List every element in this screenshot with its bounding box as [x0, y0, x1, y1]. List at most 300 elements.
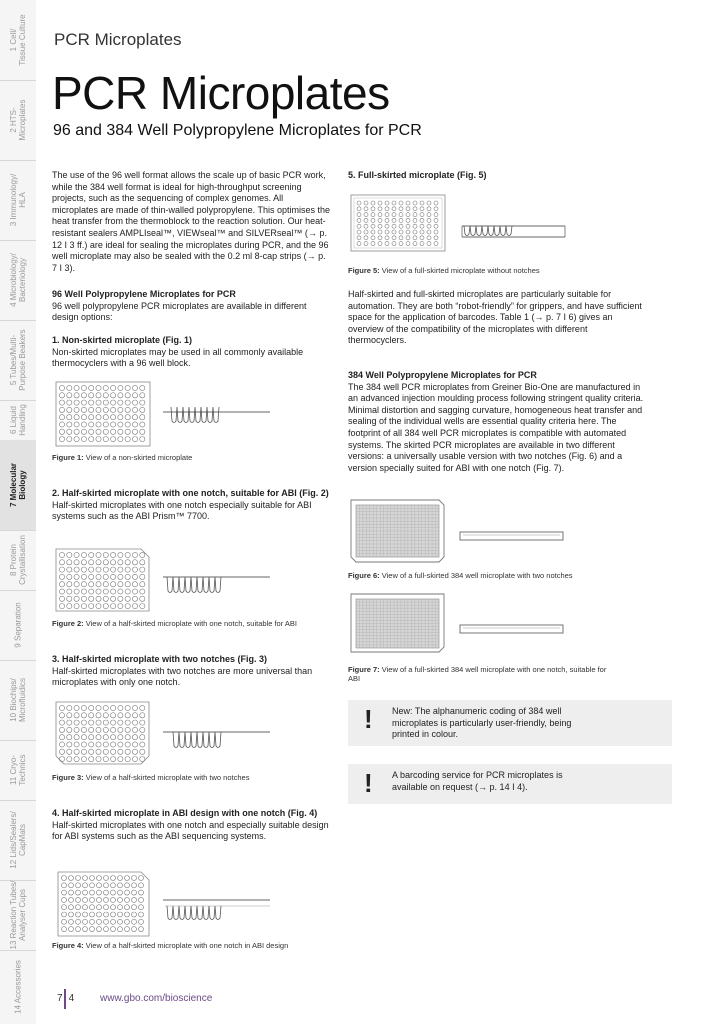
caption-text: View of a half-skirted microplate with one notch in ABI design [85, 941, 289, 950]
well-circle [83, 912, 88, 917]
well-circle [111, 876, 116, 881]
note-text: A barcoding service for PCR microplates is available on request (→ p. 14 I 4). [392, 770, 563, 792]
well-circle [59, 596, 64, 601]
well-circle [81, 400, 86, 405]
well-circle [103, 735, 108, 740]
well-circle [69, 905, 74, 910]
side-tab-label: 5 Tubes/Multi- Purpose Beakers [9, 329, 27, 391]
well-circle [392, 218, 396, 222]
well-circle [125, 552, 130, 557]
well-circle [111, 393, 116, 398]
well-circle [96, 604, 101, 609]
well-circle [371, 224, 375, 228]
well-circle [103, 552, 108, 557]
well-circle [104, 876, 109, 881]
well-circle [392, 213, 396, 217]
well-circle [357, 218, 361, 222]
section-96well [52, 289, 330, 324]
well-circle [357, 213, 361, 217]
well-circle [59, 582, 64, 587]
well-circle [118, 713, 123, 718]
well-circle [89, 735, 94, 740]
well-circle [96, 393, 101, 398]
well-circle [90, 883, 95, 888]
well-circle [59, 400, 64, 405]
well-circle [111, 560, 116, 565]
well-circle [125, 876, 130, 881]
well-circle [125, 735, 130, 740]
well-circle [97, 890, 102, 895]
well-circle [140, 749, 145, 754]
well-circle [111, 604, 116, 609]
well-circle [118, 705, 123, 710]
caption-label: Figure 2: [52, 619, 84, 628]
well-circle [118, 727, 123, 732]
chapter-number: 7 [57, 993, 63, 1004]
well-circle [357, 224, 361, 228]
well-circle [76, 883, 81, 888]
well-profile [464, 226, 512, 236]
well-circle [96, 589, 101, 594]
well-circle [406, 236, 410, 240]
well-circle [111, 596, 116, 601]
well-circle [125, 560, 130, 565]
well-circle [74, 705, 79, 710]
well-circle [392, 242, 396, 246]
well-circle [104, 919, 109, 924]
well-circle [132, 596, 137, 601]
well-circle [74, 385, 79, 390]
well-circle [385, 236, 389, 240]
well-circle [96, 742, 101, 747]
well-circle [413, 236, 417, 240]
well-circle [125, 596, 130, 601]
plate-top-view [351, 195, 445, 251]
well-circle [371, 201, 375, 205]
side-tab-protein[interactable] [0, 530, 36, 591]
well-circle [125, 437, 130, 442]
well-circle [81, 596, 86, 601]
well-circle [406, 218, 410, 222]
well-circle [399, 213, 403, 217]
well-circle [81, 589, 86, 594]
well-circle [139, 897, 144, 902]
well-circle [104, 890, 109, 895]
well-circle [90, 897, 95, 902]
well-circle [125, 890, 130, 895]
well-circle [69, 912, 74, 917]
well-circle [385, 207, 389, 211]
well-circle [125, 897, 130, 902]
well-circle [67, 552, 72, 557]
well-circle [89, 393, 94, 398]
side-tab-tubes[interactable] [0, 320, 36, 401]
well-circle [434, 207, 438, 211]
well-circle [67, 422, 72, 427]
well-circle [111, 720, 116, 725]
well-circle [81, 757, 86, 762]
well-circle [59, 749, 64, 754]
side-tab-label: 6 Liquid Handling [9, 404, 27, 436]
well-circle [427, 224, 431, 228]
well-circle [140, 720, 145, 725]
well-circle [96, 560, 101, 565]
well-circle [140, 429, 145, 434]
well-circle [62, 876, 67, 881]
well-circle [76, 919, 81, 924]
well-circle [62, 890, 67, 895]
well-circle [74, 393, 79, 398]
well-circle [125, 415, 130, 420]
well-circle [96, 705, 101, 710]
well-circle [97, 912, 102, 917]
well-circle [74, 589, 79, 594]
well-circle [125, 582, 130, 587]
well-circle [427, 230, 431, 234]
well-circle [132, 735, 137, 740]
well-circle [104, 897, 109, 902]
well-circle [125, 604, 130, 609]
well-circle [81, 407, 86, 412]
side-tab-label: 13 Reaction Tubes/ Analyser Cups [9, 880, 27, 950]
well-circle [357, 201, 361, 205]
well-circle [378, 242, 382, 246]
well-circle [132, 582, 137, 587]
footer-divider [64, 989, 66, 1009]
intro-paragraph [52, 170, 330, 274]
well-circle [89, 567, 94, 572]
plate-side-view [462, 226, 565, 237]
well-circle [83, 927, 88, 932]
well-circle [103, 567, 108, 572]
well-circle [59, 429, 64, 434]
side-tab-biochips[interactable] [0, 660, 36, 741]
well-circle [97, 927, 102, 932]
caption-label: Figure 7: [348, 665, 380, 674]
well-circle [139, 890, 144, 895]
side-tab-label: 7 Molecular Biology [9, 462, 27, 508]
footer-website-link[interactable]: www.gbo.com/bioscience [100, 993, 213, 1004]
well-circle [89, 713, 94, 718]
well-circle [125, 574, 130, 579]
well-circle [97, 883, 102, 888]
well-circle [357, 207, 361, 211]
well-circle [132, 422, 137, 427]
running-header: PCR Microplates [54, 30, 182, 49]
well-circle [59, 713, 64, 718]
well-circle [96, 749, 101, 754]
side-tab-lids[interactable] [0, 800, 36, 881]
well-circle [81, 735, 86, 740]
well-circle [111, 713, 116, 718]
well-circle [111, 705, 116, 710]
well-circle [118, 407, 123, 412]
note-text: New: The alphanumeric coding of 384 well microplates is particularly user-friendly, being printed in colour. [392, 706, 572, 740]
well-circle [90, 912, 95, 917]
well-circle [89, 604, 94, 609]
well-circle [81, 393, 86, 398]
well-circle [111, 727, 116, 732]
well-circle [118, 912, 123, 917]
well-circle [96, 720, 101, 725]
side-tab-molecular-biology[interactable] [0, 440, 36, 531]
fig2-heading: 2. Half-skirted microplate with one notch, suitable for ABI (Fig. 2) [52, 488, 329, 498]
well-circle [111, 883, 116, 888]
side-tab-immunology[interactable] [0, 160, 36, 241]
well-circle [74, 757, 79, 762]
well-circle [125, 749, 130, 754]
well-circle [118, 749, 123, 754]
well-circle [364, 201, 368, 205]
well-circle [74, 437, 79, 442]
side-tab-cell-culture[interactable] [0, 0, 36, 81]
well-circle [96, 713, 101, 718]
well-circle [132, 713, 137, 718]
well-circle [74, 400, 79, 405]
well-circle [89, 407, 94, 412]
well-circle [385, 201, 389, 205]
figure-2-drawing [55, 547, 275, 613]
well-circle [59, 407, 64, 412]
well-circle [132, 589, 137, 594]
well-circle [140, 437, 145, 442]
well-circle [81, 720, 86, 725]
well-circle [118, 589, 123, 594]
well-circle [140, 393, 145, 398]
side-tab-separation[interactable] [0, 590, 36, 661]
well-circle [392, 201, 396, 205]
well-circle [103, 560, 108, 565]
side-tab-label: 3 Immunology/ HLA [9, 173, 27, 227]
caption-text: View of a half-skirted microplate with two notches [85, 773, 250, 782]
figure-1-drawing [55, 380, 275, 450]
figure-4-drawing [55, 870, 275, 940]
well-circle [69, 890, 74, 895]
well-circle [364, 236, 368, 240]
side-tab-label: 4 Microbiology/ Bacteriology [9, 253, 27, 307]
well-circle [67, 567, 72, 572]
well-circle [357, 236, 361, 240]
well-circle [140, 705, 145, 710]
well-circle [413, 218, 417, 222]
well-circle [74, 713, 79, 718]
well-circle [111, 919, 116, 924]
well-circle [67, 393, 72, 398]
figure-5-drawing [350, 193, 570, 255]
well-circle [89, 385, 94, 390]
well-circle [132, 415, 137, 420]
well-circle [89, 589, 94, 594]
well-circle [111, 735, 116, 740]
side-tab-cryo[interactable] [0, 740, 36, 801]
well-circle [132, 437, 137, 442]
well-circle [111, 890, 116, 895]
well-circle [81, 582, 86, 587]
well-circle [371, 236, 375, 240]
well-circle [132, 876, 137, 881]
well-circle [378, 230, 382, 234]
well-circle [81, 742, 86, 747]
well-circle [76, 912, 81, 917]
well-circle [399, 230, 403, 234]
well-circle [111, 582, 116, 587]
well-circle [125, 705, 130, 710]
well-circle [81, 749, 86, 754]
well-circle [90, 919, 95, 924]
well-circle [59, 757, 64, 762]
well-circle [81, 560, 86, 565]
well-circle [76, 876, 81, 881]
well-circle [385, 230, 389, 234]
well-circle [364, 213, 368, 217]
well-circle [118, 560, 123, 565]
well-circle [357, 230, 361, 234]
well-circle [90, 905, 95, 910]
well-circle [118, 415, 123, 420]
well-circle [89, 560, 94, 565]
well-circle [118, 604, 123, 609]
well-circle [89, 415, 94, 420]
well-circle [62, 912, 67, 917]
well-circle [427, 201, 431, 205]
well-circle [399, 207, 403, 211]
well-circle [89, 574, 94, 579]
well-circle [96, 437, 101, 442]
well-circle [67, 705, 72, 710]
well-circle [420, 207, 424, 211]
well-circle [111, 757, 116, 762]
section-fig5 [348, 170, 648, 182]
well-circle [125, 713, 130, 718]
well-circle [392, 230, 396, 234]
well-circle [59, 385, 64, 390]
well-circle [59, 705, 64, 710]
well-circle [118, 890, 123, 895]
well-circle [103, 589, 108, 594]
side-tab-label: 11 Cryo- Technics [9, 754, 27, 786]
well-circle [364, 230, 368, 234]
well-circle [385, 213, 389, 217]
side-tab-hts[interactable] [0, 80, 36, 161]
well-circle [111, 905, 116, 910]
figure-2-caption [52, 619, 330, 628]
plate-side-view [163, 732, 270, 748]
well-circle [81, 415, 86, 420]
well-profile [171, 407, 219, 423]
well-circle [74, 727, 79, 732]
plate-top-view [58, 872, 149, 936]
well-circle [81, 385, 86, 390]
well-circle [67, 400, 72, 405]
well-circle [81, 437, 86, 442]
well-circle [371, 230, 375, 234]
well-circle [81, 727, 86, 732]
well-circle [111, 742, 116, 747]
plate-side-view [163, 900, 270, 920]
caption-label: Figure 4: [52, 941, 84, 950]
well-circle [111, 567, 116, 572]
well-circle [96, 727, 101, 732]
well-circle [103, 422, 108, 427]
well-circle [62, 905, 67, 910]
well-circle [118, 567, 123, 572]
well-circle [104, 905, 109, 910]
fig4-heading: 4. Half-skirted microplate in ABI design with one notch (Fig. 4) [52, 808, 318, 818]
well-circle [67, 713, 72, 718]
well-circle [103, 713, 108, 718]
well-circle [67, 429, 72, 434]
well-circle [103, 574, 108, 579]
well-circle [406, 213, 410, 217]
well-circle [59, 735, 64, 740]
well-circle [62, 919, 67, 924]
well-circle [139, 919, 144, 924]
well-circle [118, 742, 123, 747]
well-circle [140, 574, 145, 579]
well-circle [103, 400, 108, 405]
well-circle [69, 927, 74, 932]
well-circle [125, 912, 130, 917]
page-subtitle: 96 and 384 Well Polypropylene Microplates for PCR [53, 122, 422, 139]
well-circle [427, 213, 431, 217]
well-circle [434, 224, 438, 228]
fig3-description: Half-skirted microplates with two notches are more universal than microplates with only one notch. [52, 665, 313, 688]
well-circle [140, 422, 145, 427]
well-circle [89, 742, 94, 747]
well-circle [140, 582, 145, 587]
well-circle [118, 905, 123, 910]
well-circle [96, 400, 101, 405]
well-circle [132, 905, 137, 910]
well-circle [118, 400, 123, 405]
well-circle [427, 218, 431, 222]
well-circle [67, 560, 72, 565]
well-circle [125, 919, 130, 924]
side-tab-liquid-handling[interactable] [0, 400, 36, 441]
well-circle [59, 437, 64, 442]
section-text: 96 well polypropylene PCR microplates are available in different design options: [52, 300, 307, 323]
well-circle [74, 560, 79, 565]
well-circle [103, 742, 108, 747]
side-tab-reaction-tubes[interactable] [0, 880, 36, 951]
well-circle [125, 927, 130, 932]
well-circle [69, 883, 74, 888]
well-circle [89, 596, 94, 601]
well-circle [76, 890, 81, 895]
well-circle [118, 720, 123, 725]
well-circle [62, 927, 67, 932]
well-circle [140, 552, 145, 557]
well-circle [74, 735, 79, 740]
caption-text: View of a non-skirted microplate [85, 453, 193, 462]
plate-top-view [351, 500, 444, 562]
section-heading: 96 Well Polypropylene Microplates for PCR [52, 289, 236, 299]
side-tab-accessories[interactable] [0, 950, 36, 1024]
side-tab-microbiology[interactable] [0, 240, 36, 321]
well-circle [103, 385, 108, 390]
well-circle [96, 582, 101, 587]
well-circle [103, 437, 108, 442]
automation-paragraph [348, 289, 648, 347]
plate-side-view [460, 532, 563, 540]
well-circle [67, 415, 72, 420]
well-circle [96, 415, 101, 420]
well-circle [83, 876, 88, 881]
well-circle [67, 589, 72, 594]
well-circle [413, 224, 417, 228]
well-tube-outline [173, 732, 221, 748]
well-circle [357, 242, 361, 246]
